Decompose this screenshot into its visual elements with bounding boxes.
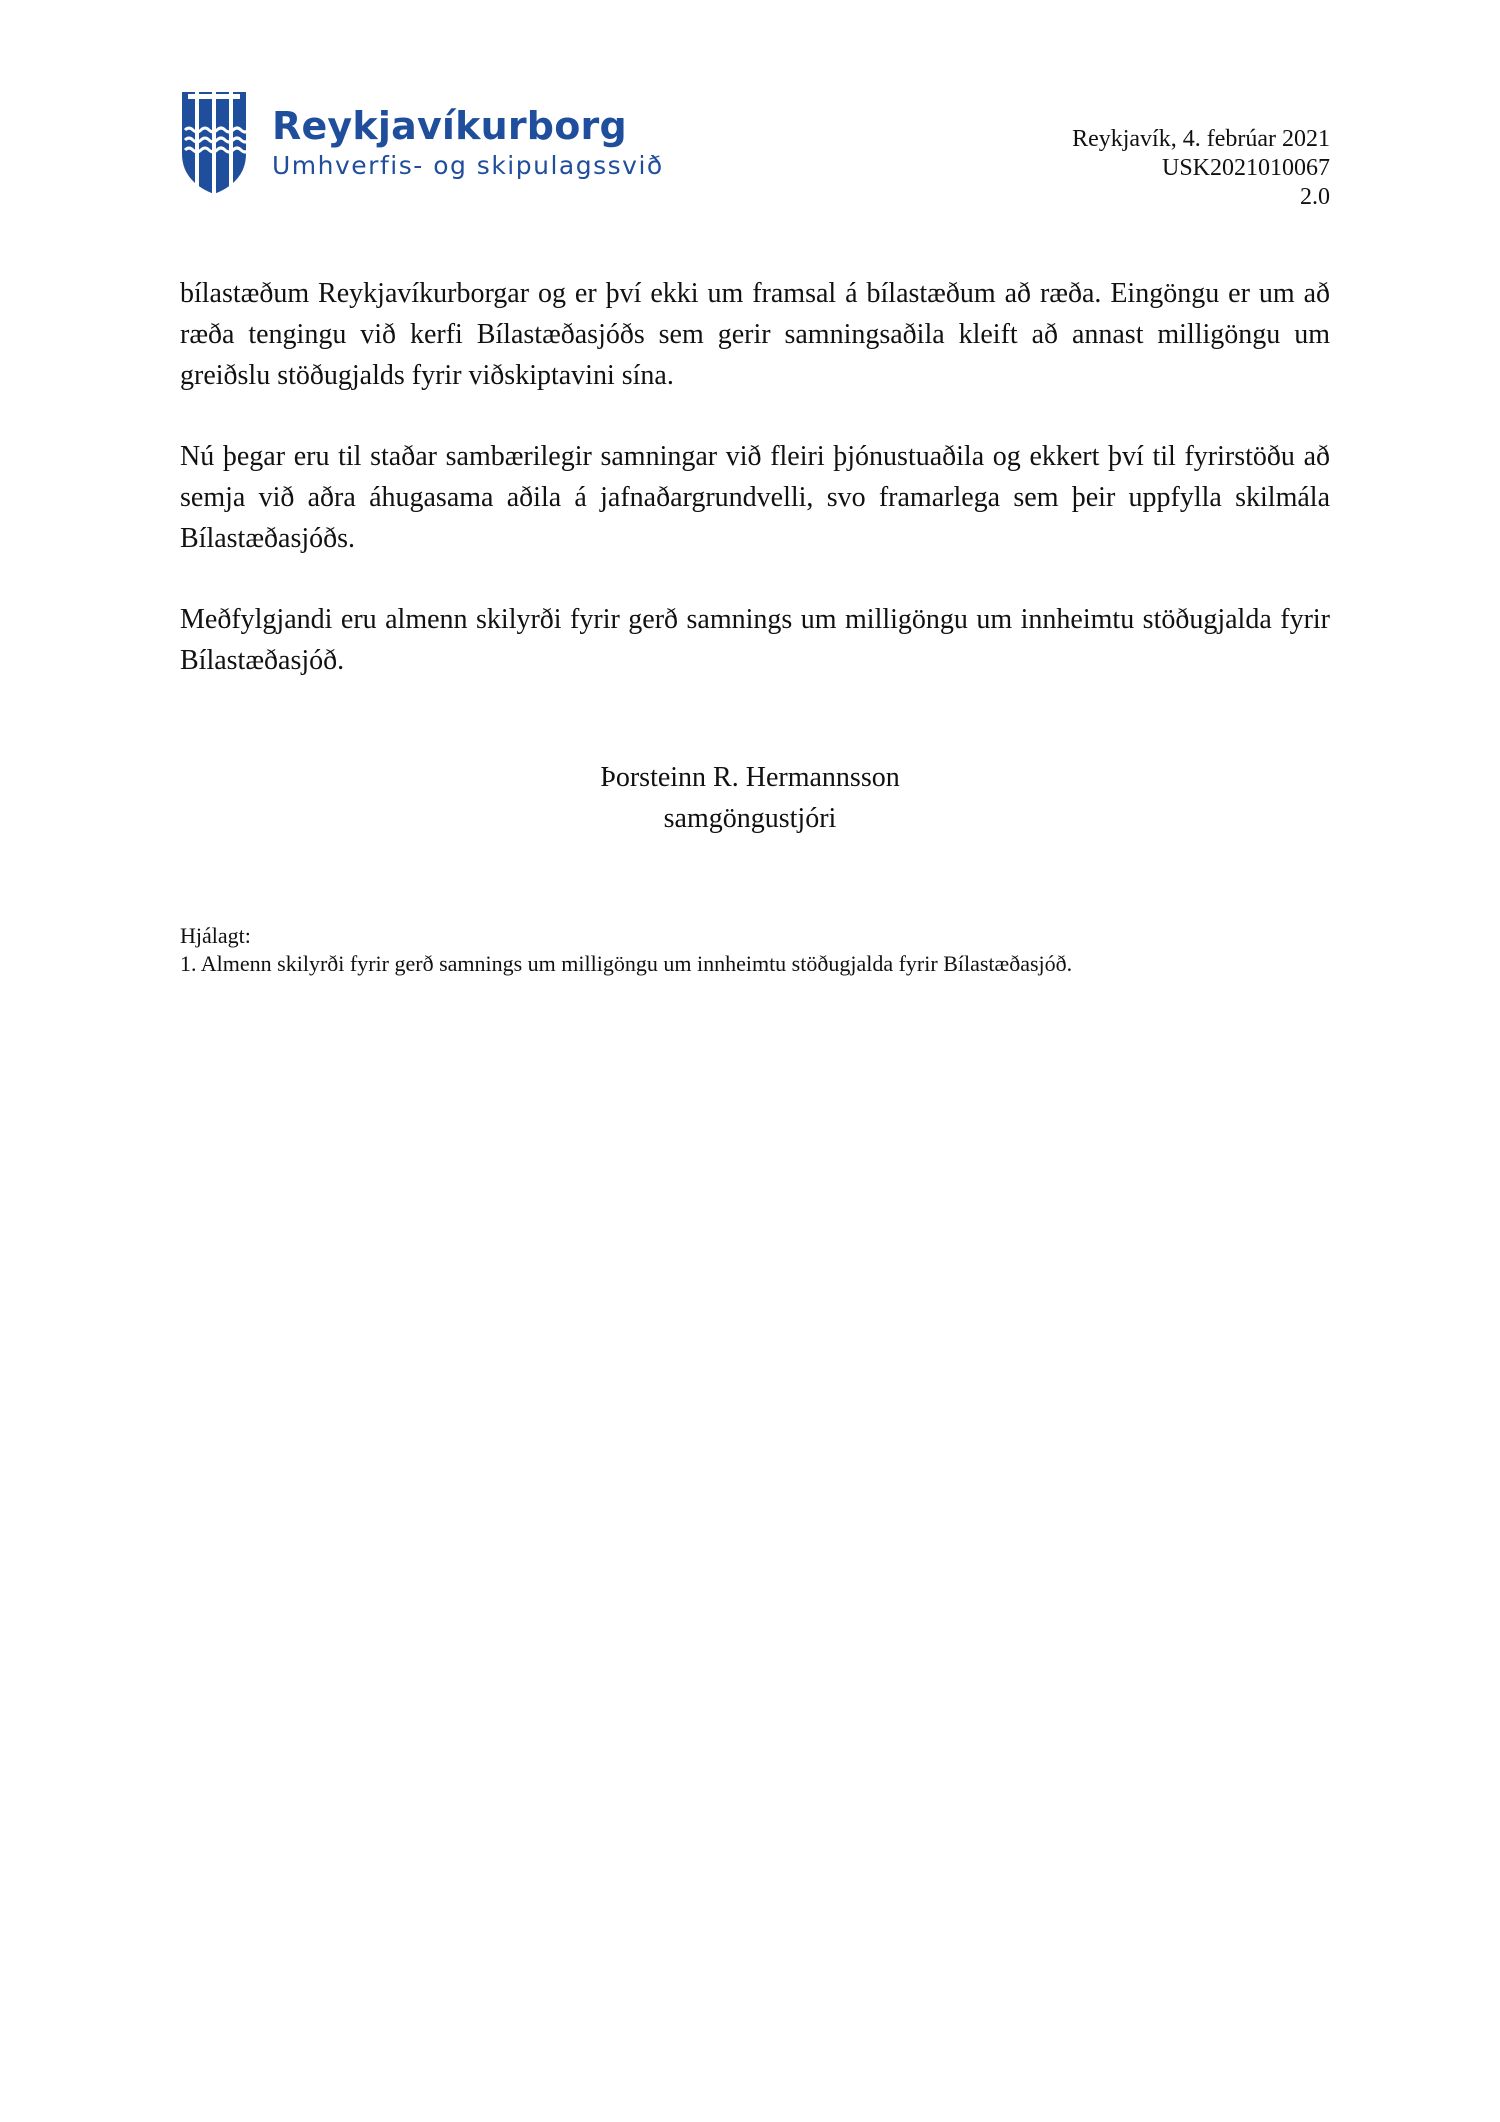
body-paragraph: Meðfylgjandi eru almenn skilyrði fyrir gerð samnings um milligöngu um innheimtu stöðugjalda fyrir Bílastæðasjóð. xyxy=(180,604,1330,676)
attachment-item: 1. Almenn skilyrði fyrir gerð samnings um milligöngu um innheimtu stöðugjalda fyrir Bílastæðasjóð. xyxy=(180,951,1073,976)
case-number: USK2021010067 xyxy=(1161,155,1330,181)
logo-text xyxy=(272,104,664,182)
version-number: 2.0 xyxy=(1300,184,1330,210)
signatory-name: Þorsteinn R. Hermannsson xyxy=(600,762,900,793)
city-coat-of-arms-icon xyxy=(180,90,248,196)
signature-block xyxy=(0,757,1500,839)
body-paragraph: bílastæðum Reykjavíkurborgar og er því ekki um framsal á bílastæðum að ræða. Eingöngu er um að ræða tengingu við kerfi Bílastæðasjóðs sem gerir samningsaðila kleift að annast milligöngu um greiðslu stöðugjalds fyrir viðskiptavini sína. xyxy=(180,278,1330,391)
signatory-title: samgöngustjóri xyxy=(663,803,837,834)
organization-name: Reykjavíkurborg xyxy=(272,104,627,148)
letter-body xyxy=(180,273,1330,721)
attachments-block xyxy=(180,922,1072,978)
department-name: Umhverfis- og skipulagssvið xyxy=(272,151,664,180)
attachments-heading: Hjálagt: xyxy=(180,923,251,948)
document-meta xyxy=(1072,125,1330,212)
body-paragraph: Nú þegar eru til staðar sambærilegir samningar við fleiri þjónustuaðila og ekkert því til fyrirstöðu að semja við aðra áhugasama aðila á jafnaðargrundvelli, svo framarlega sem þeir uppfylla skilmála Bílastæðasjóðs. xyxy=(180,441,1330,554)
letterhead-logo xyxy=(180,90,664,196)
place-date: Reykjavík, 4. febrúar 2021 xyxy=(1072,126,1330,152)
